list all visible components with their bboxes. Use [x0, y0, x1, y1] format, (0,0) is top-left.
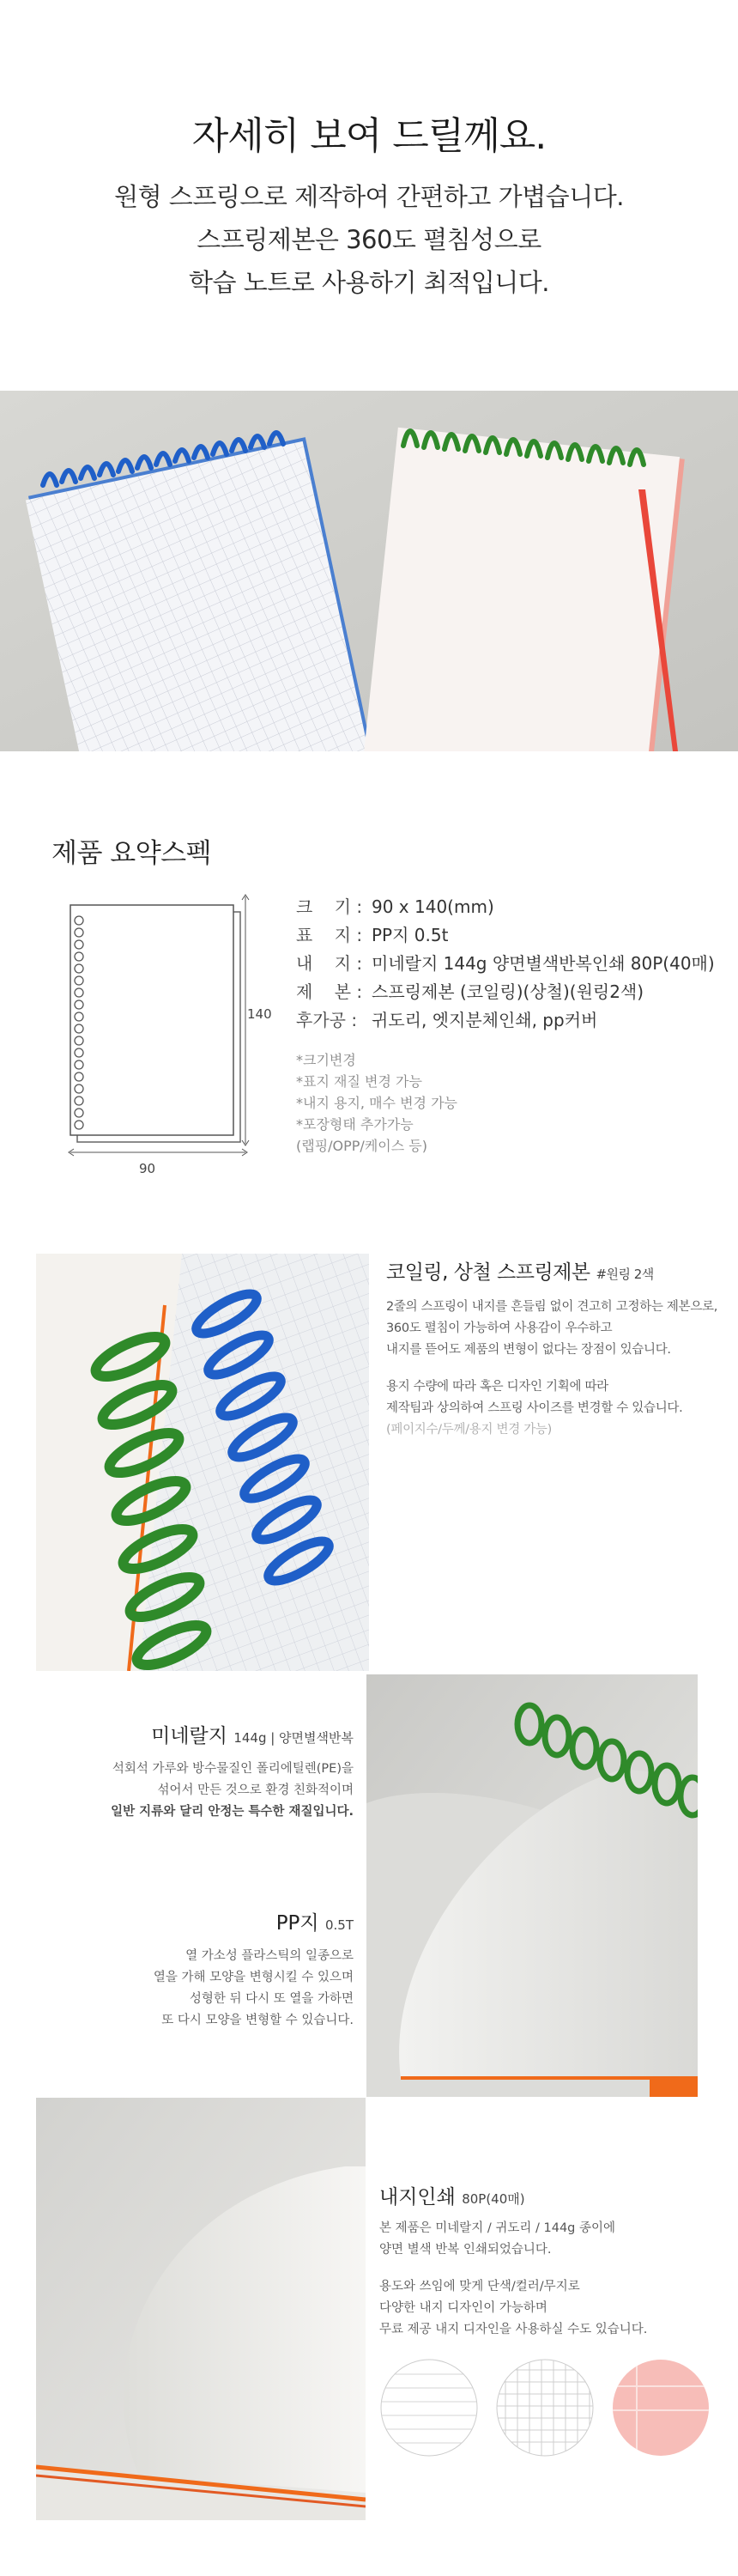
- pp-title: [10, 1907, 354, 1935]
- inner-text-line: 용도와 쓰임에 맞게 단색/컬러/무지로: [379, 2280, 580, 2293]
- ring-title: [386, 1256, 729, 1285]
- ring-tag: #원링 2색: [596, 1267, 654, 1282]
- inner-paragraph-1: [379, 2218, 731, 2261]
- pp-title-text: PP지: [275, 1912, 319, 1935]
- spec-notes: [296, 1049, 457, 1157]
- ring-text-line: 용지 수량에 따라 혹은 디자인 기획에 따라: [386, 1380, 608, 1394]
- intro-description: [0, 175, 738, 304]
- spec-note: (랩핑/OPP/케이스 등): [296, 1138, 427, 1154]
- ring-text-line: 2줄의 스프링이 내지를 흔들림 없이 견고히 고정하는 제본으로,: [386, 1300, 718, 1314]
- inner-paragraph-2: [379, 2276, 731, 2341]
- spec-value: 귀도리, 엣지분체인쇄, pp커버: [372, 1010, 598, 1030]
- inner-text-line: 다양한 내지 디자인이 가능하며: [379, 2301, 547, 2315]
- spec-value: 스프링제본 (코일링)(상철)(원링2색): [372, 981, 644, 1002]
- dimension-height: 140: [247, 1006, 272, 1022]
- ring-closeup-photo: [36, 1254, 369, 1671]
- product-photo-two-notebooks: [0, 391, 738, 751]
- spec-value: 90 x 140(mm): [372, 896, 494, 917]
- ring-description: [386, 1256, 729, 1441]
- spec-row-size: [296, 893, 715, 921]
- mineral-paper-description: [10, 1720, 354, 1823]
- intro-line-3: 학습 노트로 사용하기 최적입니다.: [188, 268, 550, 297]
- inner-title-text: 내지인쇄: [379, 2186, 456, 2208]
- ring-closeup-illustration: [36, 1254, 369, 1671]
- two-notebooks-illustration: [0, 391, 738, 751]
- mineral-title-text: 미네랄지: [151, 1725, 227, 1747]
- mineral-text-line: 일반 지류와 달리 안정는 특수한 재질입니다.: [111, 1805, 354, 1819]
- pp-text-line: 열 가소성 플라스틱의 일종으로: [185, 1949, 354, 1963]
- spec-section-title: 제품 요약스펙: [51, 838, 212, 869]
- inner-design-swatches: [379, 2357, 731, 2458]
- pp-cover-description: [10, 1907, 354, 2032]
- inner-print-description: [379, 2181, 731, 2341]
- mineral-subtitle: 144g | 양면별색반복: [233, 1730, 354, 1746]
- lined-page-swatch: [379, 2360, 482, 2456]
- ring-text-line: 360도 펼침이 가능하여 사용감이 우수하고: [386, 1321, 613, 1335]
- inner-design-samples: [379, 2357, 731, 2458]
- notebook-dimension-diagram: [51, 893, 283, 1176]
- spec-label: 제 본 :: [296, 981, 363, 1002]
- spec-label: 내 지 :: [296, 953, 363, 974]
- intro-section: [0, 0, 738, 391]
- spec-label: 후가공 :: [296, 1010, 358, 1030]
- intro-title: 자세히 보여 드릴께요.: [191, 114, 547, 158]
- paper-curl-photo: [366, 1674, 698, 2097]
- pink-page-swatch: [613, 2357, 709, 2458]
- spec-row-cover: [296, 921, 715, 950]
- spec-value: PP지 0.5t: [372, 925, 449, 945]
- spec-list: [296, 893, 715, 1035]
- mineral-text-line: 섞어서 만든 것으로 환경 친화적이며: [157, 1783, 354, 1797]
- paper-curl-illustration: [366, 1674, 698, 2097]
- inner-page-illustration: [36, 2098, 366, 2520]
- inner-page-photo: [36, 2098, 366, 2520]
- grid-page-swatch: [497, 2357, 594, 2458]
- pp-text-line: 성형한 뒤 다시 또 열을 가하면: [189, 1992, 354, 2006]
- spec-row-binding: [296, 978, 715, 1006]
- ring-text-line: 내지를 뜯어도 제품의 변형이 없다는 장점이 있습니다.: [386, 1343, 671, 1357]
- inner-text-line: 본 제품은 미네랄지 / 귀도리 / 144g 종이에: [379, 2221, 616, 2235]
- ring-paragraph-1: [386, 1297, 729, 1361]
- dimension-width: 90: [139, 1161, 156, 1176]
- notebook-outline-icon: [51, 893, 283, 1176]
- spec-row-inner: [296, 950, 715, 978]
- intro-line-1: 원형 스프링으로 제작하여 간편하고 가볍습니다.: [114, 182, 624, 211]
- pp-subtitle: 0.5T: [324, 1917, 354, 1933]
- spec-note: *표지 재질 변경 가능: [296, 1073, 422, 1090]
- spec-note: *크기변경: [296, 1052, 356, 1068]
- ring-text-line: 제작팀과 상의하여 스프링 사이즈를 변경할 수 있습니다.: [386, 1401, 683, 1415]
- pp-paragraph: [10, 1946, 354, 2032]
- inner-title: [379, 2181, 731, 2209]
- mineral-paragraph: [10, 1759, 354, 1823]
- pp-text-line: 열을 가해 모양을 변형시킬 수 있으며: [153, 1971, 354, 1984]
- inner-text-line: 양면 별색 반복 인쇄되었습니다.: [379, 2243, 552, 2257]
- spec-note: *내지 용지, 매수 변경 가능: [296, 1095, 457, 1111]
- ring-note: (페이지수/두께/용지 변경 가능): [386, 1423, 552, 1437]
- ring-paragraph-2: [386, 1376, 729, 1419]
- inner-subtitle: 80P(40매): [462, 2191, 525, 2207]
- intro-line-2: 스프링제본은 360도 펼침성으로: [197, 225, 541, 254]
- spec-label: 크 기 :: [296, 896, 363, 917]
- inner-text-line: 무료 제공 내지 디자인을 사용하실 수도 있습니다.: [379, 2323, 648, 2336]
- spec-label: 표 지 :: [296, 925, 363, 945]
- spec-value: 미네랄지 144g 양면별색반복인쇄 80P(40매): [372, 953, 715, 974]
- spec-row-finishing: [296, 1006, 715, 1035]
- pp-text-line: 또 다시 모양을 변형할 수 있습니다.: [161, 2014, 354, 2027]
- spec-note: *포장형태 추가가능: [296, 1116, 414, 1133]
- mineral-text-line: 석회석 가루와 방수물질인 폴리에틸렌(PE)을: [112, 1762, 354, 1776]
- mineral-title: [10, 1720, 354, 1748]
- ring-title-text: 코일링, 상철 스프링제본: [386, 1261, 590, 1284]
